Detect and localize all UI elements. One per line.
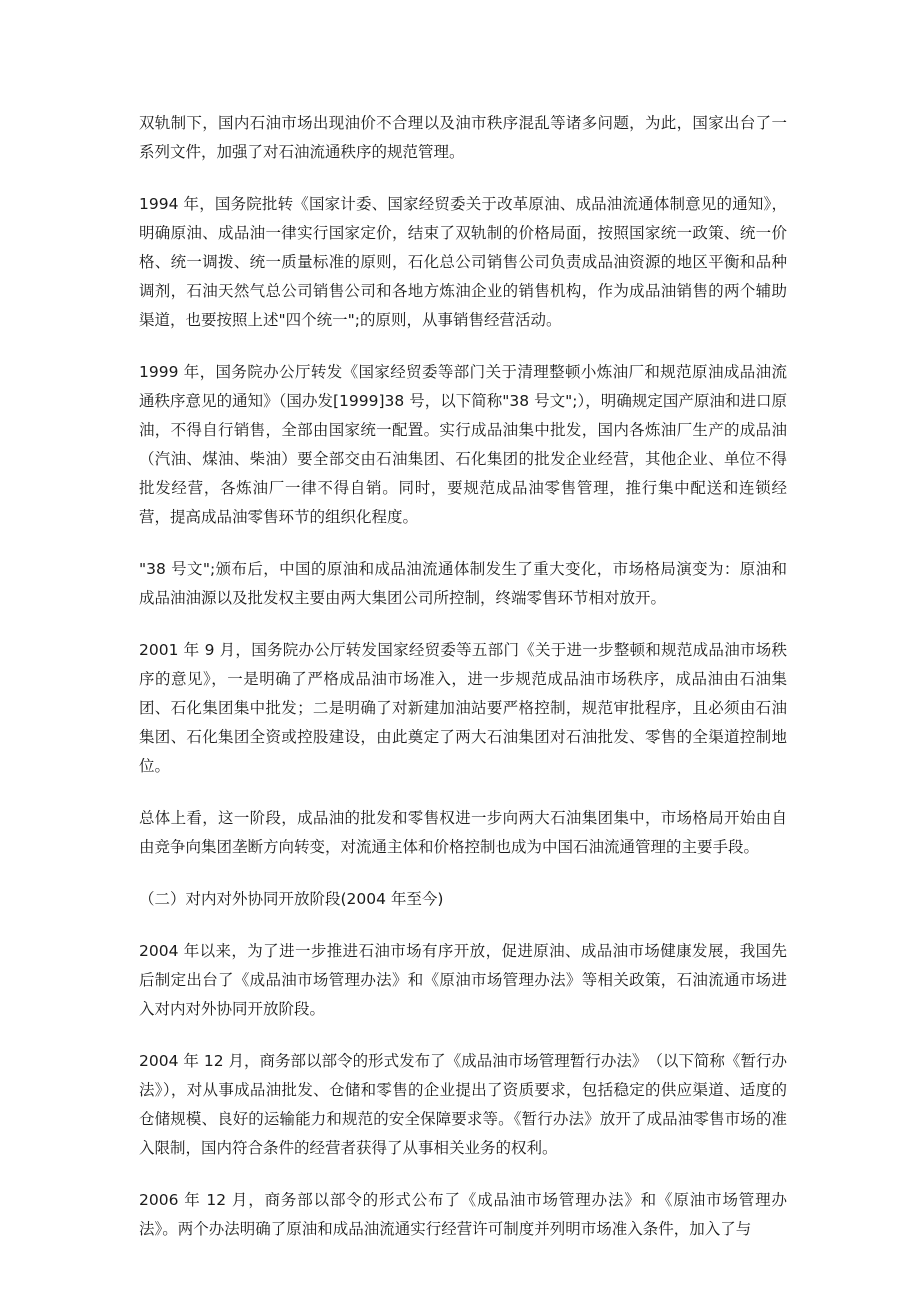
paragraph-summary: 总体上看，这一阶段，成品油的批发和零售权进一步向两大石油集团集中，市场格局开始由自由竞争向集团垄断方向转变，对流通主体和价格控制也成为中国石油流通管理的主要手段。: [139, 809, 787, 856]
paragraph-since-2004: 2004 年以来，为了进一步推进石油市场有序开放，促进原油、成品油市场健康发展，我国先后制定出台了《成品油市场管理办法》和《原油市场管理办法》等相关政策，石油流通市场进入对内对外协同开放阶段。: [139, 942, 787, 1018]
paragraph-2004-dec: 2004 年 12 月，商务部以部令的形式发布了《成品油市场管理暂行办法》 （以下简称《暂行办法》），对从事成品油批发、仓储和零售的企业提出了资质要求，包括稳定的供应渠道、适度的仓储规模、良好的运输能力和规范的安全保障要求等。《暂行办法》放开了成品油零售市场的准入限制，国内符合条件的经营者获得了从事相关业务的权利。: [139, 1052, 787, 1157]
paragraph-document-38: "38 号文";颁布后，中国的原油和成品油流通体制发生了重大变化，市场格局演变为：原油和成品油油源以及批发权主要由两大集团公司所控制，终端零售环节相对放开。: [139, 560, 787, 607]
section-heading: （二）对内对外协同开放阶段(2004 年至今): [139, 890, 444, 908]
paragraph-dual-track: 双轨制下，国内石油市场出现油价不合理以及油市秩序混乱等诸多问题，为此，国家出台了一系列文件，加强了对石油流通秩序的规范管理。: [139, 114, 787, 161]
paragraph-2001: 2001 年 9 月，国务院办公厅转发国家经贸委等五部门《关于进一步整顿和规范成品油市场秩序的意见》，一是明确了严格成品油市场准入，进一步规范成品油市场秩序，成品油由石油集团、石化集团集中批发；二是明确了对新建加油站要严格控制，规范审批程序，且必须由石油集团、石化集团全资或控股建设，由此奠定了两大石油集团对石油批发、零售的全渠道控制地位。: [139, 641, 787, 775]
paragraph-2006-dec: 2006 年 12 月，商务部以部令的形式公布了《成品油市场管理办法》和《原油市场管理办法》。两个办法明确了原油和成品油流通实行经营许可制度并列明市场准入条件，加入了与: [139, 1191, 787, 1238]
paragraph-1999: 1999 年，国务院办公厅转发《国家经贸委等部门关于清理整顿小炼油厂和规范原油成品油流通秩序意见的通知》（国办发[1999]38 号，以下简称"38 号文";），明确规定国产原油和进口原油，不得自行销售，全部由国家统一配置。实行成品油集中批发，国内各炼油厂生产的成品油（汽油、煤油、柴油）要全部交由石油集团、石化集团的批发企业经营，其他企业、单位不得批发经营，各炼油厂一律不得自销。同时，要规范成品油零售管理，推行集中配送和连锁经营，提高成品油零售环节的组织化程度。: [139, 363, 787, 526]
document-body: [139, 109, 787, 1267]
paragraph-1994: 1994 年，国务院批转《国家计委、国家经贸委关于改革原油、成品油流通体制意见的通知》，明确原油、成品油一律实行国家定价，结束了双轨制的价格局面，按照国家统一政策、统一价格、统一调拨、统一质量标准的原则，石化总公司销售公司负责成品油资源的地区平衡和品种调剂，石油天然气总公司销售公司和各地方炼油企业的销售机构，作为成品油销售的两个辅助渠道，也要按照上述"四个统一";的原则，从事销售经营活动。: [139, 195, 787, 329]
